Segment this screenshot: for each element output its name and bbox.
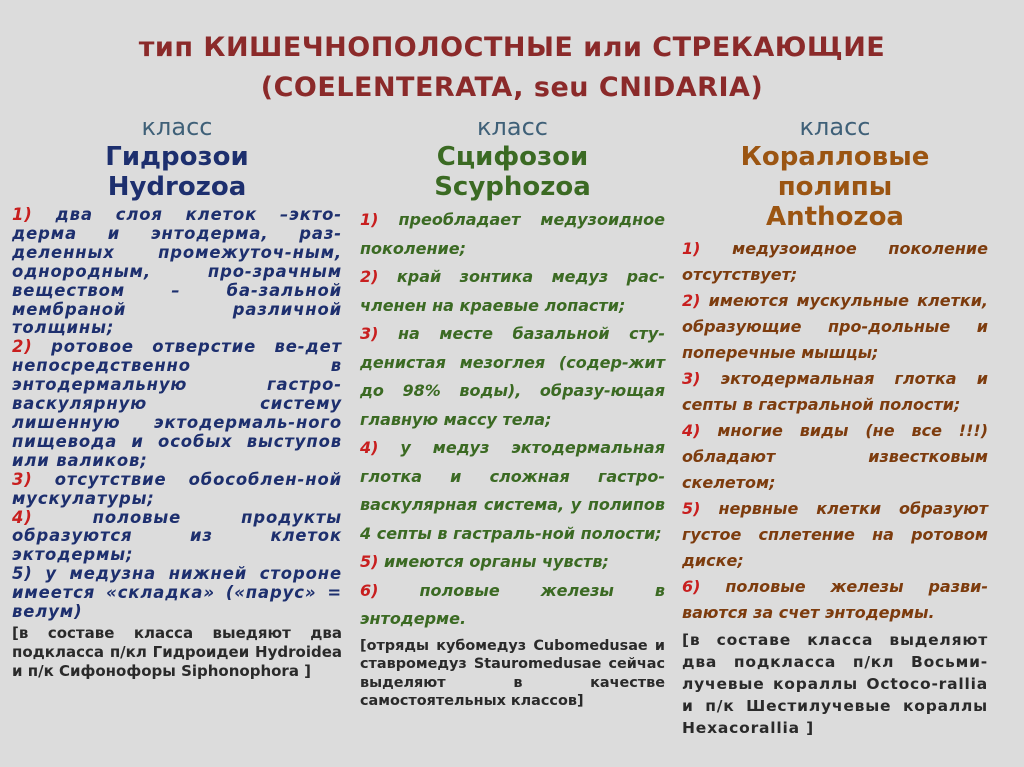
feature-item xyxy=(682,574,988,626)
item-number: 1) xyxy=(12,205,33,224)
item-text: край зонтика медуз рас-членен на краевые лопасти; xyxy=(360,267,665,315)
item-number: 1) xyxy=(682,239,701,258)
classification-note: [отряды кубомедуз Cubomedusae и ставромедуз Stauromedusae сейчас выделяют в качестве самостоятельных классов] xyxy=(360,637,665,709)
item-text: половые продукты образуются из клеток эктодермы; xyxy=(12,507,342,565)
item-number: 4) xyxy=(360,438,379,457)
column-anthozoa xyxy=(682,112,988,739)
item-text: имеются мускульные клетки, образующие про-дольные и поперечные мышцы; xyxy=(682,291,988,362)
item-text: половые железы в энтодерме. xyxy=(360,580,666,628)
feature-item xyxy=(682,236,988,288)
item-text: на месте базальной сту-денистая мезоглея (содер-жит до 98% воды), образу-ющая главную массу тела; xyxy=(360,324,665,429)
item-number: 3) xyxy=(682,369,701,388)
feature-item xyxy=(12,338,342,470)
item-number: 5) xyxy=(360,552,379,571)
column-header xyxy=(682,112,988,232)
title-line-2: (COELENTERATA, seu CNIDARIA) xyxy=(260,72,764,103)
class-label: класс xyxy=(141,113,213,141)
item-text: два слоя клеток –экто-дерма и энтодерма, раз-деленных промежуточ-ным, однородным, про-зрачным веществом – ба-зальной мембраной различной толщины; xyxy=(12,205,342,338)
classification-note: [в составе класса выедяют два подкласса п/кл Гидроидеи Hydroidea и п/к Сифонофоры Siphonophora ] xyxy=(12,623,342,680)
slide-title xyxy=(0,28,1024,108)
class-name-lat: Hydrozoa xyxy=(107,172,247,202)
item-number: 2) xyxy=(360,267,379,286)
item-text: отсутствие обособлен-ной мускулатуры; xyxy=(12,469,342,508)
feature-item xyxy=(682,366,988,418)
feature-item xyxy=(360,434,665,548)
class-name-ru: Коралловые полипы xyxy=(740,142,930,202)
item-number: 4) xyxy=(682,421,701,440)
feature-list xyxy=(12,206,342,622)
class-name-lat: Scyphozoa xyxy=(434,172,591,202)
feature-item xyxy=(12,509,342,566)
item-text: нервные клетки образуют густое сплетение на ротовом диске; xyxy=(682,499,988,570)
item-number: 3) xyxy=(360,324,379,343)
feature-item xyxy=(360,263,665,320)
column-hydrozoa xyxy=(12,112,342,681)
item-text: у медузна нижней стороне имеется «складка» («парус» = велум) xyxy=(12,564,342,622)
feature-item xyxy=(682,496,988,574)
item-number: 6) xyxy=(360,580,379,600)
feature-item xyxy=(360,320,665,434)
class-name-lat: Anthozoa xyxy=(766,202,904,232)
class-label: класс xyxy=(799,113,871,141)
title-line-1: тип КИШЕЧНОПОЛОСТНЫЕ или СТРЕКАЮЩИЕ xyxy=(138,32,886,63)
feature-item xyxy=(12,471,342,509)
item-number: 6) xyxy=(682,577,701,596)
feature-item xyxy=(360,548,665,577)
column-scyphozoa xyxy=(360,112,665,711)
item-text: многие виды (не все !!!) обладают известковым скелетом; xyxy=(682,421,989,492)
column-header xyxy=(360,112,665,202)
item-number: 5) xyxy=(12,564,33,584)
item-text: эктодермальная глотка и септы в гастральной полости; xyxy=(682,369,988,414)
class-label: класс xyxy=(477,113,548,141)
item-number: 5) xyxy=(682,499,701,518)
item-text: ротовое отверстие ве-дет непосредственно в энтодермальную гастро-васкулярную систему лишенную эктодермаль-ного пищевода и особых выступов или валиков; xyxy=(12,337,343,470)
feature-item xyxy=(12,565,342,622)
item-number: 2) xyxy=(12,337,33,357)
item-text: имеются органы чувств; xyxy=(384,552,609,571)
feature-item xyxy=(360,206,665,263)
item-number: 4) xyxy=(12,507,33,527)
item-text: медузоидное поколение отсутствует; xyxy=(682,239,988,284)
classification-note: [в составе класса выделяют два подкласса п/кл Восьми-лучевые кораллы Octoco-rallia и п/к Шестилучевые кораллы Hexacorallia ] xyxy=(682,631,988,737)
feature-item xyxy=(360,577,665,634)
column-header xyxy=(12,112,342,202)
feature-item xyxy=(682,288,988,366)
feature-item xyxy=(12,206,342,338)
feature-list xyxy=(682,236,988,626)
item-text: половые железы разви-ваются за счет энтодермы. xyxy=(682,577,988,622)
item-number: 1) xyxy=(360,210,379,229)
item-number: 3) xyxy=(12,469,33,489)
feature-list xyxy=(360,206,665,634)
item-number: 2) xyxy=(682,291,701,310)
class-name-ru: Сцифозои xyxy=(436,142,589,172)
class-name-ru: Гидрозои xyxy=(105,142,249,172)
item-text: преобладает медузоидное поколение; xyxy=(360,210,665,258)
item-text: у медуз эктодермальная глотка и сложная гастро-васкулярная система, у полипов 4 септы в гастраль-ной полости; xyxy=(360,438,665,543)
feature-item xyxy=(682,418,988,496)
